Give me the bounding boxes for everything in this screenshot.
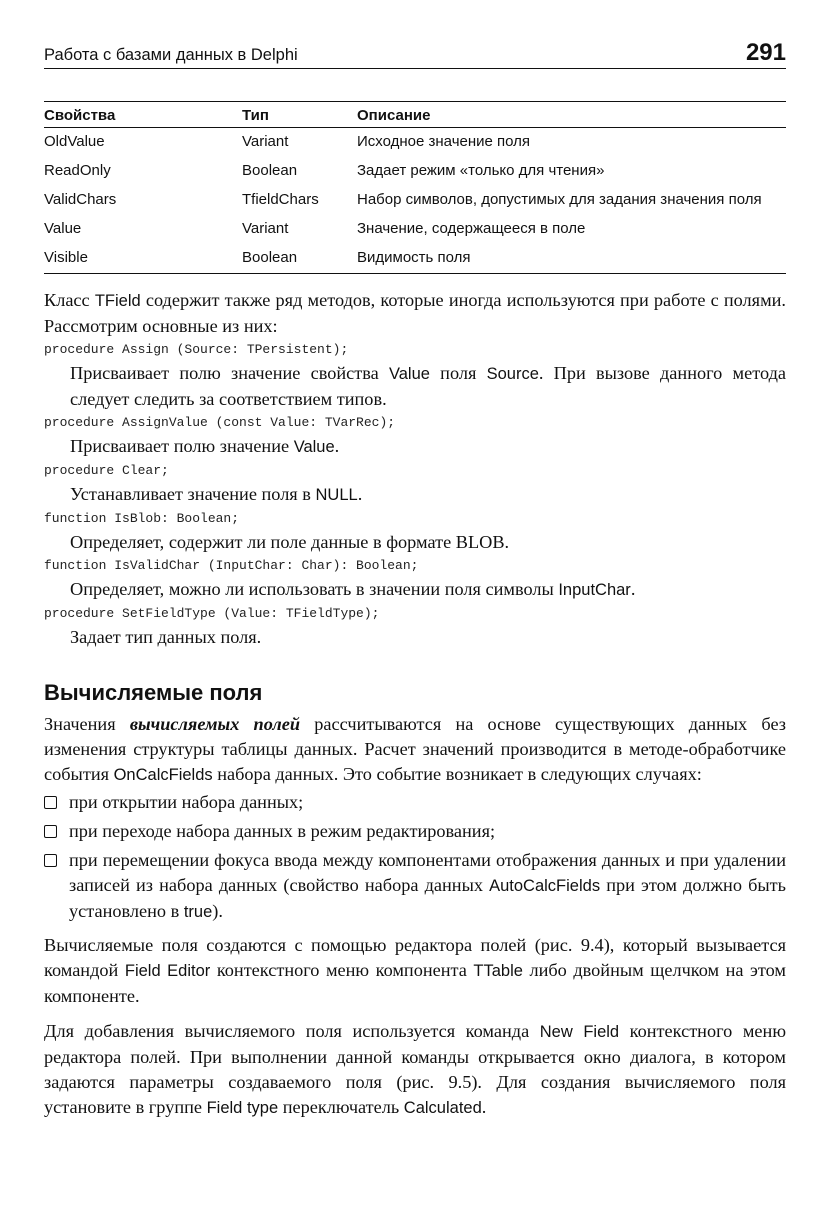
text-run: контекстного меню компонента <box>210 960 474 980</box>
code-term: Field Editor <box>124 962 211 980</box>
code-term: InputChar <box>558 581 631 599</box>
list-item <box>44 848 786 925</box>
code-term: AutoCalcFields <box>489 877 601 895</box>
method-signature: function IsValidChar (InputChar: Char): Boolean; <box>44 558 419 573</box>
method-signature: procedure Assign (Source: TPersistent); <box>44 342 349 357</box>
text-run: поля <box>429 363 487 383</box>
code-term: TField <box>94 292 141 310</box>
calc-paragraph <box>44 712 786 788</box>
text-run: контекстного меню редактора полей. При выполнении данной команды открывается окно диалога, в котором задаются параметры создаваемого поля (рис. 9.5). Для создания вычисляемого поля установите в группе <box>44 1021 786 1117</box>
list-item <box>44 819 786 844</box>
page <box>44 38 786 1121</box>
code-term: OnCalcFields <box>113 766 213 784</box>
text-run: переключатель <box>278 1097 404 1117</box>
method-description <box>44 530 786 555</box>
text-run: Значения <box>44 714 130 734</box>
code-term: Source <box>486 365 539 383</box>
section-heading: Вычисляемые поля <box>44 680 263 705</box>
text-run: при этом должно быть установлено в <box>69 875 786 921</box>
table-cell: Value <box>44 220 82 237</box>
text-run: . <box>357 484 363 504</box>
table-cell: ValidChars <box>44 191 117 208</box>
code-term: NULL <box>315 486 358 504</box>
text-run: Присваивает полю значение свойства <box>70 363 389 383</box>
text-run: Определяет, содержит ли поле данные в формате BLOB. <box>70 532 510 552</box>
column-header: Свойства <box>44 102 242 128</box>
table-cell: Задает режим «только для чтения» <box>357 162 605 179</box>
code-term: TTable <box>473 962 523 980</box>
text-run: набора данных. Это событие возникает в следующих случаях: <box>212 764 702 784</box>
text-run: . <box>481 1097 487 1117</box>
method-signature: procedure AssignValue (const Value: TVarRec); <box>44 415 396 430</box>
table-cell: Boolean <box>242 162 298 179</box>
method-signature: function IsBlob: Boolean; <box>44 511 240 526</box>
intro-paragraph <box>44 288 786 339</box>
text-run: Определяет, можно ли использовать в значении поля символы <box>70 579 559 599</box>
code-term: New Field <box>539 1023 620 1041</box>
emphasis-term: вычисляемых полей <box>129 714 301 734</box>
checkbox-bullet-icon <box>44 796 57 809</box>
table-cell: Значение, содержащееся в поле <box>357 220 586 237</box>
text-run: . При вызове данного метода следует следить за соответствием типов. <box>70 363 786 409</box>
method-description <box>44 361 786 412</box>
bullet-list <box>44 790 786 925</box>
table-row <box>44 186 786 215</box>
method-description <box>44 434 786 460</box>
text-run: либо двойным щелчком на этом компоненте. <box>44 960 786 1006</box>
checkbox-bullet-icon <box>44 825 57 838</box>
list-item-text: при переходе набора данных в режим редактирования; <box>69 821 496 841</box>
table-row <box>44 215 786 244</box>
method-description <box>44 577 786 603</box>
text-run: . <box>334 436 340 456</box>
column-header: Тип <box>242 102 357 128</box>
table-header-row <box>44 102 786 128</box>
methods-list <box>44 341 786 650</box>
text-run: при перемещении фокуса ввода между компонентами отображения данных и при удалении записей из набора данных (свойство набора данных <box>69 850 786 895</box>
text-run: Для добавления вычисляемого поля используется команда <box>44 1021 540 1041</box>
text-run: Класс <box>44 290 95 310</box>
new-field-paragraph <box>44 1019 786 1121</box>
table-cell: Исходное значение поля <box>357 133 531 150</box>
method-signature: procedure Clear; <box>44 463 169 478</box>
list-item <box>44 790 786 815</box>
text-run: Устанавливает значение поля в <box>70 484 316 504</box>
table-cell: Visible <box>44 249 88 266</box>
table-cell: Variant <box>242 220 289 237</box>
table-cell: Boolean <box>242 249 298 266</box>
list-item-text <box>69 848 786 925</box>
table-row <box>44 128 786 158</box>
table-row <box>44 157 786 186</box>
properties-table <box>44 101 786 274</box>
text-run: Задает тип данных поля. <box>70 627 262 647</box>
code-term: Calculated <box>403 1099 482 1117</box>
text-run: содержит также ряд методов, которые иногда используются при работе с полями. Рассмотрим основные из них: <box>44 290 787 336</box>
table-cell: TfieldChars <box>242 191 319 208</box>
text-run: Присваивает полю значение <box>70 436 294 456</box>
checkbox-bullet-icon <box>44 854 57 867</box>
code-term: Value <box>388 365 430 383</box>
running-header <box>44 38 786 69</box>
page-number: 291 <box>745 39 786 66</box>
column-header: Описание <box>357 102 786 128</box>
text-run: . <box>630 579 636 599</box>
field-editor-paragraph <box>44 933 786 1009</box>
table-cell: Видимость поля <box>357 249 471 266</box>
table-row <box>44 244 786 274</box>
method-signature: procedure SetFieldType (Value: TFieldType); <box>44 606 380 621</box>
text-run: рассчитываются на основе существующих данных без изменения структуры таблицы данных. Расчет значений производится в методе-обработчике события <box>44 714 786 784</box>
table-cell: OldValue <box>44 133 105 150</box>
method-description <box>44 625 786 650</box>
table-cell: Variant <box>242 133 289 150</box>
list-item-text: при открытии набора данных; <box>69 792 304 812</box>
method-description <box>44 482 786 508</box>
code-term: true <box>183 903 213 921</box>
text-run: ). <box>212 901 223 921</box>
code-term: Value <box>293 438 335 456</box>
header-title: Работа с базами данных в Delphi <box>44 46 298 64</box>
text-run: Вычисляемые поля создаются с помощью редактора полей (рис. 9.4), который вызывается командой <box>44 935 786 980</box>
table-cell: ReadOnly <box>44 162 111 179</box>
code-term: Field type <box>206 1099 279 1117</box>
table-cell: Набор символов, допустимых для задания значения поля <box>357 191 762 208</box>
